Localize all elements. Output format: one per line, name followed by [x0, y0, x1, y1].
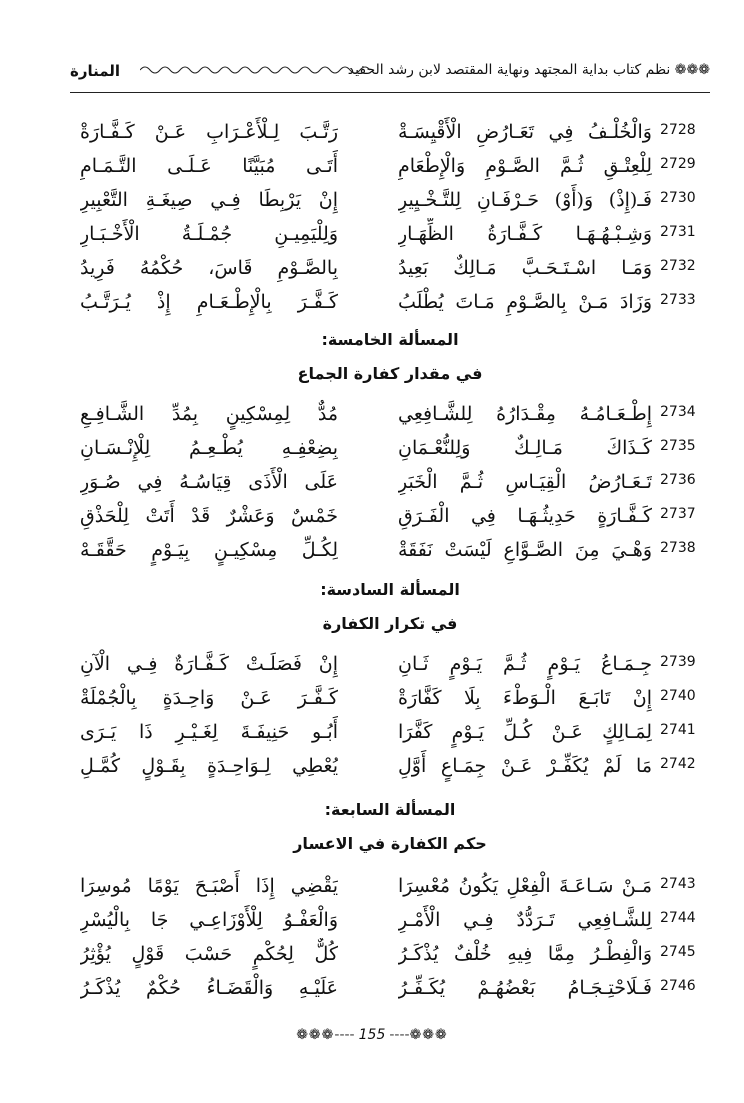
verse-number: 2746	[660, 978, 696, 994]
verse-second-hemistich: إِنْ يَرْبِطَا فِـي صِيغَـةِ التَّعْبِيرِ	[80, 189, 338, 211]
verse-second-hemistich: يَقْضِي إِذَا أَصْبَـحَ يَوْمًا مُوسِرَا	[80, 875, 338, 897]
verse-number: 2739	[660, 654, 696, 670]
verse-number: 2741	[660, 722, 696, 738]
section-subheading: حكم الكفارة في الاعسار	[293, 834, 487, 853]
page-number: 155	[358, 1027, 386, 1043]
verse-first-hemistich: مَا لَمْ يُكَفِّـرْ عَـنْ جِمَـاعٍ أَوَّلِ	[398, 755, 652, 777]
verse-number: 2733	[660, 292, 696, 308]
verse-number: 2736	[660, 472, 696, 488]
verse-first-hemistich: جِـمَـاعُ يَـوْمٍ ثُـمَّ يَـوْمٍ ثَـانِ	[398, 653, 652, 675]
verse-second-hemistich: إِنْ فَصَلَـتْ كَـفَّـارَةٌ فِـي الْآنِ	[80, 653, 338, 675]
verse-number: 2729	[660, 156, 696, 172]
verse-second-hemistich: كَـفَّـرَ بِالْإِطْـعَـامِ إِذْ يُـرَتَّـبُ	[80, 291, 338, 313]
book-title: نظم كتاب بداية المجتهد ونهاية المقتصد لابن رشد الحفيد	[347, 62, 671, 78]
header-wave-ornament	[140, 64, 370, 76]
verse-second-hemistich: وَالْعَفْـوُ لِلْأَوْزَاعِـي جَا بِالْيُسْرِ	[80, 909, 338, 931]
verse-first-hemistich: كَـذَاكَ مَـالِـكٌ وَلِلنُّعْـمَانِ	[398, 437, 652, 459]
verse-number: 2745	[660, 944, 696, 960]
verse-row	[70, 466, 710, 500]
verse-number: 2744	[660, 910, 696, 926]
verse-second-hemistich: بِضِعْفِـهِ يُطْـعِـمُ لِلْإِنْـسَـانِ	[80, 437, 338, 459]
verse-block	[70, 116, 710, 320]
verse-row	[70, 184, 710, 218]
verse-row	[70, 116, 710, 150]
running-title	[348, 62, 710, 78]
verse-first-hemistich: لِلْعِتْـقِ ثُـمَّ الصَّـوْمِ وَالْإِطْعَامِ	[398, 155, 652, 177]
verse-second-hemistich: عَلَيْـهِ وَالْقَضَـاءُ حُكْمٌ يُذْكَـرُ	[80, 977, 338, 999]
verse-number: 2738	[660, 540, 696, 556]
verse-second-hemistich: أَبُـو حَنِيفَـةَ لِغَـيْـرِ ذَا يَـرَى	[80, 721, 338, 743]
verse-row	[70, 972, 710, 1006]
verse-row	[70, 682, 710, 716]
verse-number: 2732	[660, 258, 696, 274]
verse-second-hemistich: لِكُـلِّ مِسْكِيـنٍ بِيَـوْمٍ حَقَّقَـهْ	[80, 539, 338, 561]
verse-first-hemistich: وَزَادَ مَـنْ بِالصَّـوْمِ مَـاتَ يُطْلَبُ	[398, 291, 652, 313]
verse-row	[70, 218, 710, 252]
verse-second-hemistich: مُدٌّ لِمِسْكِينٍ بِمُدِّ الشَّـافِـعِ	[80, 403, 338, 425]
verse-second-hemistich: خَمْسٌ وَعَشْرٌ قَدْ أَتَتْ لِلْحَذْقِ	[80, 505, 338, 527]
verse-second-hemistich: كَـفَّـرَ عَـنْ وَاحِـدَةٍ بِالْجُمْلَةْ	[80, 687, 338, 709]
verse-row	[70, 938, 710, 972]
footer-dash: ----	[334, 1027, 355, 1043]
section-heading: المسألة الخامسة:	[321, 330, 459, 349]
verse-number: 2731	[660, 224, 696, 240]
verse-first-hemistich: إِطْـعَـامُـهُ مِقْـدَارُهُ لِلشَّـافِعِي	[398, 403, 652, 425]
page-footer	[0, 1027, 744, 1051]
verse-number: 2740	[660, 688, 696, 704]
verse-block	[70, 398, 710, 568]
section-name: المنارة	[70, 62, 121, 80]
verse-first-hemistich: وَالْفِطْـرُ مِمَّا فِيهِ خُلْفٌ يُذْكَـرُ	[398, 943, 652, 965]
verse-first-hemistich: وَهْـيَ مِنَ الصَّـوَّاعِ لَيْسَتْ نَفَقَةْ	[398, 539, 652, 561]
verse-row	[70, 534, 710, 568]
verse-number: 2737	[660, 506, 696, 522]
verse-block	[70, 870, 710, 1006]
verse-number: 2734	[660, 404, 696, 420]
verse-second-hemistich: أَتَـى مُبَيَّنًا عَـلَـى التَّـمَـامِ	[80, 155, 338, 177]
verse-number: 2742	[660, 756, 696, 772]
section-heading: المسألة السادسة:	[320, 580, 460, 599]
footer-ornament-left: ❁❁❁	[296, 1027, 335, 1043]
verse-row	[70, 648, 710, 682]
verse-first-hemistich: وَالْخُلْـفُ فِي تَعَـارُضِ الْأَقْيِسَـةْ	[398, 121, 652, 143]
verse-row	[70, 750, 710, 784]
verse-first-hemistich: إِنْ تَابَـعَ الْـوَطْءَ بِلَا كَفَّارَةْ	[398, 687, 652, 709]
verse-row	[70, 432, 710, 466]
verse-first-hemistich: كَـفَّـارَةٍ حَدِيثُـهَـا فِي الْفَـرَقِ	[398, 505, 652, 527]
footer-dash: ----	[389, 1027, 410, 1043]
verse-number: 2735	[660, 438, 696, 454]
page-header	[70, 60, 710, 94]
verse-second-hemistich: كُلٌّ لِحُكْمٍ حَسْبَ قَوْلٍ يُؤْثِرُ	[80, 943, 338, 965]
verse-first-hemistich: فَـ(إِذْ) وَ(أَوْ) حَـرْفَـانِ لِلتَّـخْـيِيرِ	[398, 189, 652, 211]
section-heading: المسألة السابعة:	[324, 800, 456, 819]
verse-row	[70, 500, 710, 534]
verse-row	[70, 716, 710, 750]
verse-number: 2728	[660, 122, 696, 138]
section-subheading: في مقدار كفارة الجماع	[297, 364, 483, 383]
verse-second-hemistich: وَلِلْيَمِيـنِ جُمْـلَـةُ الْأَخْـبَـارِ	[80, 223, 338, 245]
verse-row	[70, 252, 710, 286]
verse-row	[70, 398, 710, 432]
verse-first-hemistich: وَشِـبْـهُـهَـا كَـفَّـارَةُ الظِّهَـارِ	[398, 223, 652, 245]
verse-first-hemistich: فَـلَاحْتِـجَـامُ بَعْضُهُـمْ يُكَـفِّـرُ	[398, 977, 652, 999]
verse-second-hemistich: عَلَى الْأَذَى قِيَاسُـهُ فِي صُـوَرِ	[80, 471, 338, 493]
verse-first-hemistich: مَـنْ سَـاعَـةَ الْفِعْلِ يَكُونُ مُعْسِرَا	[398, 875, 652, 897]
verse-second-hemistich: يُعْطِي لِـوَاحِـدَةٍ بِقَـوْلٍ كُمَّـلِ	[80, 755, 338, 777]
verse-row	[70, 286, 710, 320]
verse-number: 2730	[660, 190, 696, 206]
verse-first-hemistich: لِمَـالِكٍ عَـنْ كُـلِّ يَـوْمٍ كَفَّرَا	[398, 721, 652, 743]
verse-row	[70, 150, 710, 184]
verse-first-hemistich: لِلشَّـافِعِي تَـرَدُّدٌ فِـي الْأَمْـرِ	[398, 909, 652, 931]
header-ornament: ❁❁❁	[674, 62, 710, 78]
verse-block	[70, 648, 710, 784]
verse-second-hemistich: بِالصَّـوْمِ قَاسَ، حُكْمُهُ فَرِيدُ	[80, 257, 338, 279]
verse-number: 2743	[660, 876, 696, 892]
verse-first-hemistich: وَمَـا اسْـتَـحَـبَّ مَـالِكٌ بَعِيدُ	[398, 257, 652, 279]
footer-ornament-right: ❁❁❁	[409, 1027, 448, 1043]
header-rule	[70, 92, 710, 93]
verse-row	[70, 904, 710, 938]
verse-first-hemistich: تَـعَـارُضُ الْقِيَـاسِ ثُـمَّ الْخَبَرِ	[398, 471, 652, 493]
verse-second-hemistich: رَتَّـبَ لِـلْأَعْـرَابِ عَـنْ كَـفَّـارَةْ	[80, 121, 338, 143]
verse-row	[70, 870, 710, 904]
section-subheading: في تكرار الكفارة	[322, 614, 458, 633]
